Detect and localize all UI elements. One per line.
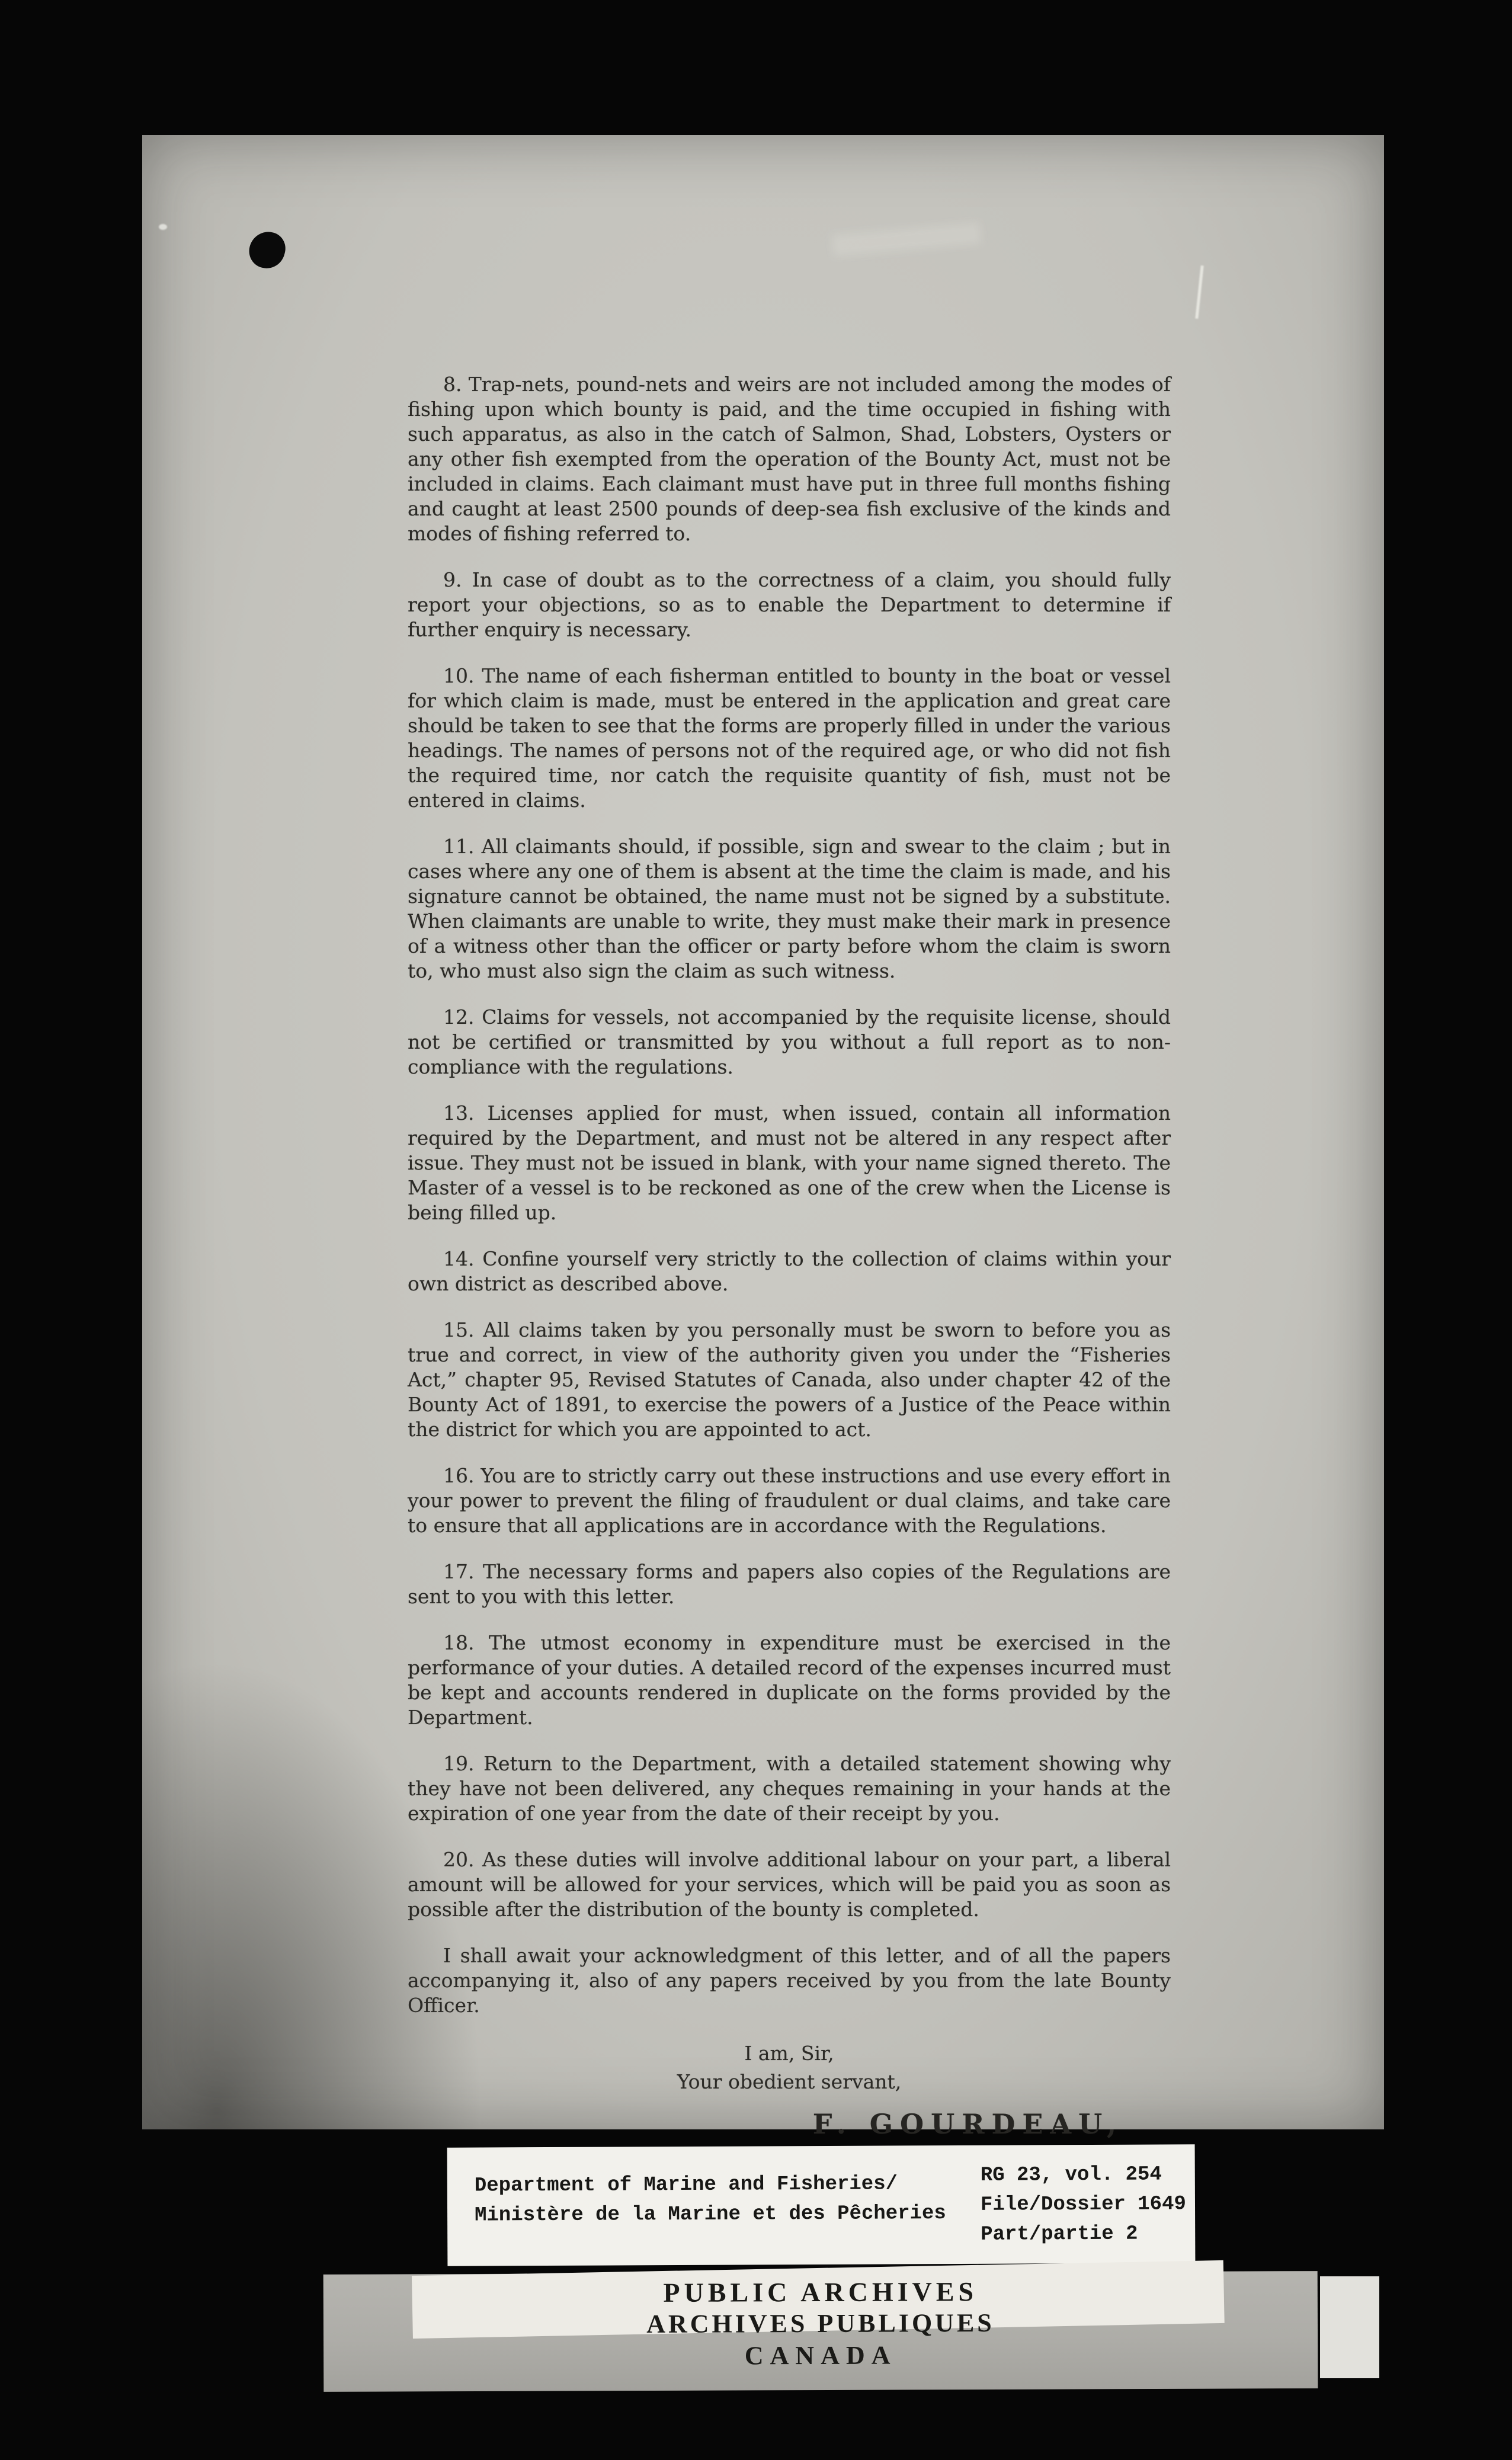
reference-stamp [981, 2160, 1187, 2250]
paragraph-10: 10. The name of each fisherman entitled to bounty in the boat or vessel for which claim is made, must be entered in the application and great care should be taken to see that the forms are properly filled in under the various headings. The names of persons not of the required age, or who did not fish the required time, nor catch the requisite quantity of fish, must not be entered in claims. [408, 664, 1171, 812]
paragraph-18: 18. The utmost economy in expenditure must be exercised in the performance of your duties. A detailed record of the expenses incurred must be kept and accounts rendered in duplicate on the forms provided by the Department. [408, 1631, 1171, 1729]
valediction [408, 2039, 1171, 2096]
scratch-mark [1195, 265, 1203, 319]
archive-reference-stamp [447, 2144, 1196, 2266]
department-stamp-line-2: Ministère de la Marine et des Pêcheries [474, 2202, 946, 2227]
department-stamp [475, 2169, 946, 2230]
paragraph-15: 15. All claims taken by you personally must be sworn to before you as true and correct, in view of the authority given you under the “Fisheries Act,” chapter 95, Revised Statutes of Canada, also under chapter 42 of the Bounty Act of 1891, to exercise the powers of a Justice of the Peace within the district for which you are appointed to act. [408, 1318, 1171, 1441]
paragraph-12: 12. Claims for vessels, not accompanied by the requisite license, should not be certified or transmitted by you without a full report as to non-compliance with the regulations. [408, 1005, 1171, 1078]
paragraph-16: 16. You are to strictly carry out these instructions and use every effort in your power to prevent the filing of fraudulent or dual claims, and take care to ensure that all applications are in accordance with the Regulations. [408, 1464, 1171, 1537]
paragraph-11: 11. All claimants should, if possible, sign and swear to the claim ; but in cases where any one of them is absent at the time the claim is made, and his signature cannot be obtained, the name must not be signed by a substitute. When claimants are unable to write, they must make their mark in presence of a witness other than the officer or party before whom the claim is sworn to, who must also sign the claim as such witness. [408, 835, 1171, 982]
valediction-line-2: Your obedient servant, [677, 2070, 902, 2093]
dust-speck [159, 224, 167, 230]
document-page [142, 135, 1384, 2140]
paragraph-19: 19. Return to the Department, with a detailed statement showing why they have not been delivered, any cheques remaining in your hands at the expiration of one year from the date of their receipt by you. [408, 1752, 1171, 1825]
paragraph-8: 8. Trap-nets, pound-nets and weirs are not included among the modes of fishing upon which bounty is paid, and the time occupied in fishing with such apparatus, as also in the catch of Salmon, Shad, Lobsters, Oysters or any other fish exempted from the operation of the Bounty Act, must not be included in claims. Each claimant must have put in three full months fishing and caught at least 2500 pounds of deep-sea fish exclusive of the kinds and modes of fishing referred to. [408, 373, 1171, 545]
public-archives-line-1: PUBLIC ARCHIVES [663, 2276, 978, 2308]
reference-stamp-line-2: File/Dossier 1649 [980, 2193, 1186, 2216]
hole-punch [245, 228, 289, 273]
paragraph-20: 20. As these duties will involve additional labour on your part, a liberal amount will be allowed for your services, which will be paid you as soon as possible after the distribution of the bounty is completed. [408, 1848, 1171, 1921]
letter-body [408, 372, 1171, 2166]
public-archives-line-3: CANADA [744, 2340, 897, 2371]
faint-stamp-ghost [832, 222, 981, 257]
signature-name: F. GOURDEAU, [812, 2108, 1123, 2140]
closing-paragraph: I shall await your acknowledgment of this letter, and of all the papers accompanying it, also of any papers received by you from the late Bounty Officer. [408, 1944, 1171, 2017]
paragraph-14: 14. Confine yourself very strictly to the collection of claims within your own district as described above. [408, 1247, 1171, 1295]
paragraph-17: 17. The necessary forms and papers also copies of the Regulations are sent to you with this letter. [408, 1560, 1171, 1608]
paragraph-13: 13. Licenses applied for must, when issued, contain all information required by the Department, and must not be altered in any respect after issue. They must not be issued in blank, with your name signed thereto. The Master of a vessel is to be reckoned as one of the crew when the License is being filled up. [408, 1101, 1171, 1224]
public-archives-stamp [323, 2275, 1318, 2374]
public-archives-banner [323, 2271, 1318, 2392]
department-stamp-line-1: Department of Marine and Fisheries/ [474, 2173, 898, 2198]
public-archives-line-2: ARCHIVES PUBLIQUES [646, 2308, 995, 2339]
reference-stamp-line-3: Part/partie 2 [981, 2222, 1138, 2246]
reference-stamp-line-1: RG 23, vol. 254 [980, 2163, 1162, 2187]
paper-edge-fragment [1320, 2276, 1379, 2378]
valediction-line-1: I am, Sir, [744, 2042, 834, 2065]
paragraph-9: 9. In case of doubt as to the correctness of a claim, you should fully report your objections, so as to enable the Department to determine if further enquiry is necessary. [408, 568, 1171, 641]
